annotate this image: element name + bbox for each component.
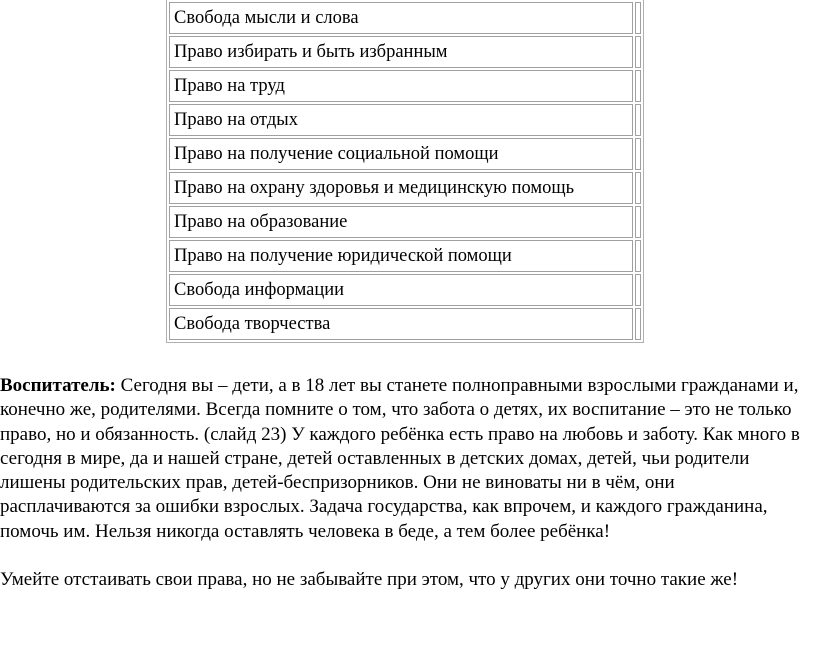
table-row <box>169 138 641 170</box>
empty-cell <box>635 308 641 340</box>
empty-cell <box>635 240 641 272</box>
empty-cell <box>635 172 641 204</box>
right-label: Право на отдых <box>169 104 633 136</box>
empty-cell <box>635 104 641 136</box>
empty-cell <box>635 36 641 68</box>
empty-cell <box>635 2 641 34</box>
right-label: Право на охрану здоровья и медицинскую помощь <box>169 172 633 204</box>
right-label: Право на образование <box>169 206 633 238</box>
table-row <box>169 308 641 340</box>
table-row <box>169 240 641 272</box>
empty-cell <box>635 138 641 170</box>
empty-cell <box>635 206 641 238</box>
speech-paragraph <box>0 374 800 544</box>
empty-cell <box>635 70 641 102</box>
right-label: Свобода мысли и слова <box>169 2 633 34</box>
table-row <box>169 274 641 306</box>
table-row <box>169 2 641 34</box>
table-row <box>169 70 641 102</box>
table-row <box>169 172 641 204</box>
right-label: Право на получение юридической помощи <box>169 240 633 272</box>
table-row <box>169 206 641 238</box>
speaker-label: Воспитатель: <box>0 375 116 396</box>
right-label: Свобода информации <box>169 274 633 306</box>
speech-text: Сегодня вы – дети, а в 18 лет вы станете полноправными взрослыми гражданами и, конечно же, родителями. Всегда помните о том, что забота о детях, их воспитание – это не только право, но и обязанность. (слайд 23) У каждого ребёнка есть право на любовь и заботу. Как много в сегодня в мире, да и нашей стране, детей оставленных в детских домах, детей, чьи родители лишены родительских прав, детей-беспризорников. Они не виноваты ни в чём, они расплачиваются за ошибки взрослых. Задача государства, как впрочем, и каждого гражданина, помочь им. Нельзя никогда оставлять человека в беде, а тем более ребёнка! <box>0 375 800 542</box>
right-label: Право избирать и быть избранным <box>169 36 633 68</box>
empty-cell <box>635 274 641 306</box>
right-label: Право на труд <box>169 70 633 102</box>
right-label: Свобода творчества <box>169 308 633 340</box>
closing-paragraph: Умейте отстаивать свои права, но не забывайте при этом, что у других они точно такие же! <box>0 569 739 591</box>
rights-table <box>166 0 644 343</box>
body-text <box>0 374 800 593</box>
table-row <box>169 36 641 68</box>
right-label: Право на получение социальной помощи <box>169 138 633 170</box>
table-row <box>169 104 641 136</box>
